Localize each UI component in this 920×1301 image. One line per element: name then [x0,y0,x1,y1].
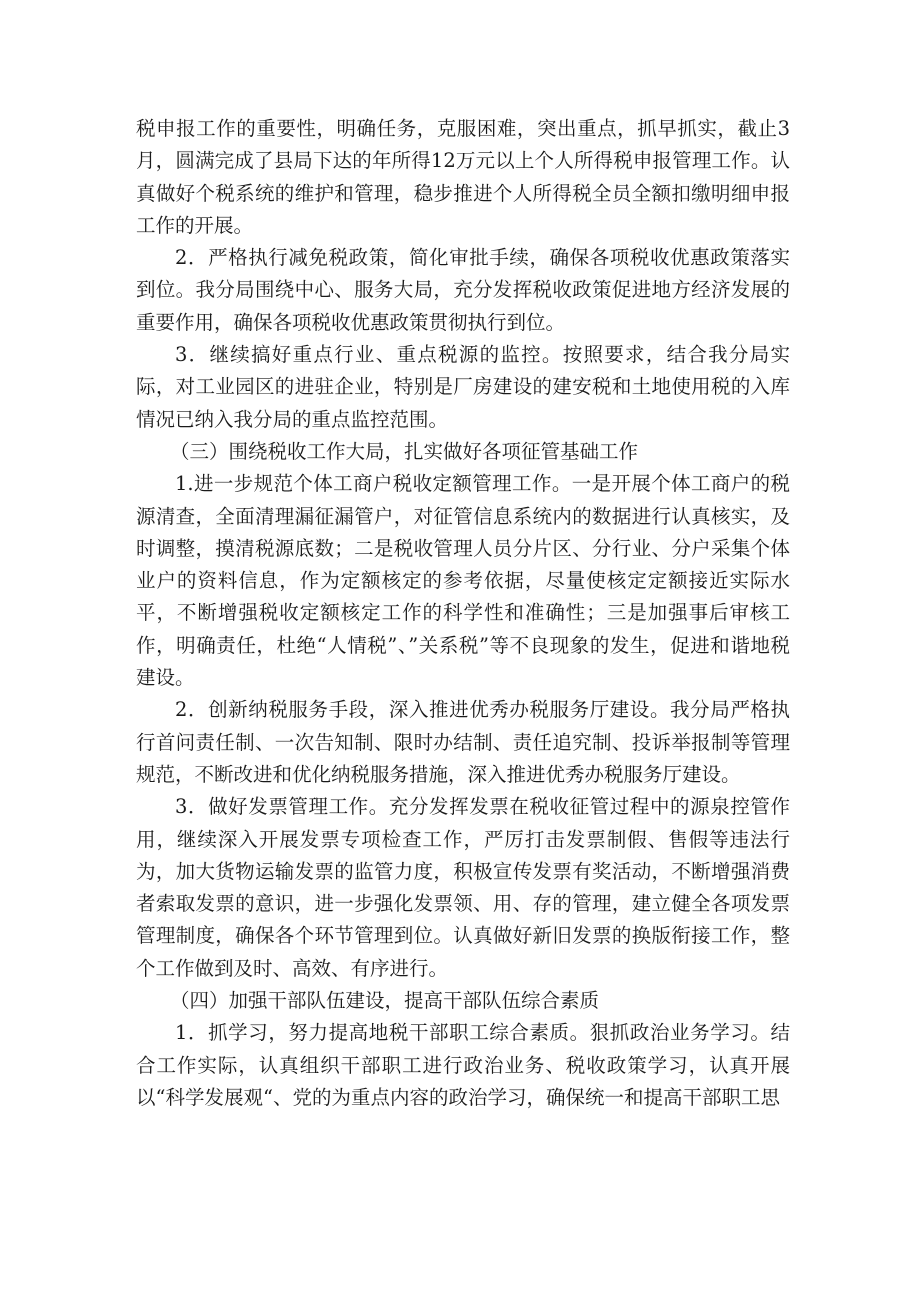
paragraph-continuation: 税申报工作的重要性，明确任务，克服困难，突出重点，抓早抓实，截止3月，圆满完成了县局下达的年所得12万元以上个人所得税申报管理工作。认真做好个税系统的维护和管理，稳步推进个人所得税全员全额扣缴明细申报工作的开展。 [136,117,790,237]
section-heading-3: （三）围绕税收工作大局，扎实做好各项征管基础工作 [170,439,639,463]
document-body [136,113,790,1114]
paragraph-tax-service-hall: 2．创新纳税服务手段，深入推进优秀办税服务厅建设。我分局严格执行首问责任制、一次告知制、限时办结制、责任追究制、投诉举报制等管理规范，不断改进和优化纳税服务措施，深入推进优秀办税服务厅建设。 [136,698,790,786]
paragraph-key-source-monitoring: 3．继续搞好重点行业、重点税源的监控。按照要求，结合我分局实际，对工业园区的进驻企业，特别是厂房建设的建安税和土地使用税的入库情况已纳入我分局的重点监控范围。 [136,343,790,431]
paragraph-individual-business-quota: 1.进一步规范个体工商户税收定额管理工作。一是开展个体工商户的税源清查，全面清理漏征漏管户，对征管信息系统内的数据进行认真核实，及时调整，摸清税源底数；二是税收管理人员分片区、分行业、分户采集个体业户的资料信息，作为定额核定的参考依据，尽量使核定定额接近实际水平，不断增强税收定额核定工作的科学性和准确性；三是加强事后审核工作，明确责任，杜绝“人情税”、”关系税”等不良现象的发生，促进和谐地税建设。 [136,472,790,690]
paragraph-invoice-management: 3．做好发票管理工作。充分发挥发票在税收征管过程中的源泉控管作用，继续深入开展发票专项检查工作，严厉打击发票制假、售假等违法行为，加大货物运输发票的监管力度，积极宣传发票有奖活动，不断增强消费者索取发票的意识，进一步强化发票领、用、存的管理，建立健全各项发票管理制度，确保各个环节管理到位。认真做好新旧发票的换版衔接工作，整个工作做到及时、高效、有序进行。 [136,795,790,980]
paragraph-tax-relief-policy: 2．严格执行减免税政策，简化审批手续，确保各项税收优惠政策落实到位。我分局围绕中心、服务大局，充分发挥税收政策促进地方经济发展的重要作用，确保各项税收优惠政策贯彻执行到位。 [136,246,790,334]
paragraph-staff-learning: 1．抓学习，努力提高地税干部职工综合素质。狠抓政治业务学习。结合工作实际，认真组织干部职工进行政治业务、税收政策学习，认真开展以“科学发展观“、党的为重点内容的政治学习，确保统一和提高干部职工思 [136,1021,790,1109]
section-heading-4: （四）加强干部队伍建设，提高干部队伍综合素质 [170,989,600,1013]
